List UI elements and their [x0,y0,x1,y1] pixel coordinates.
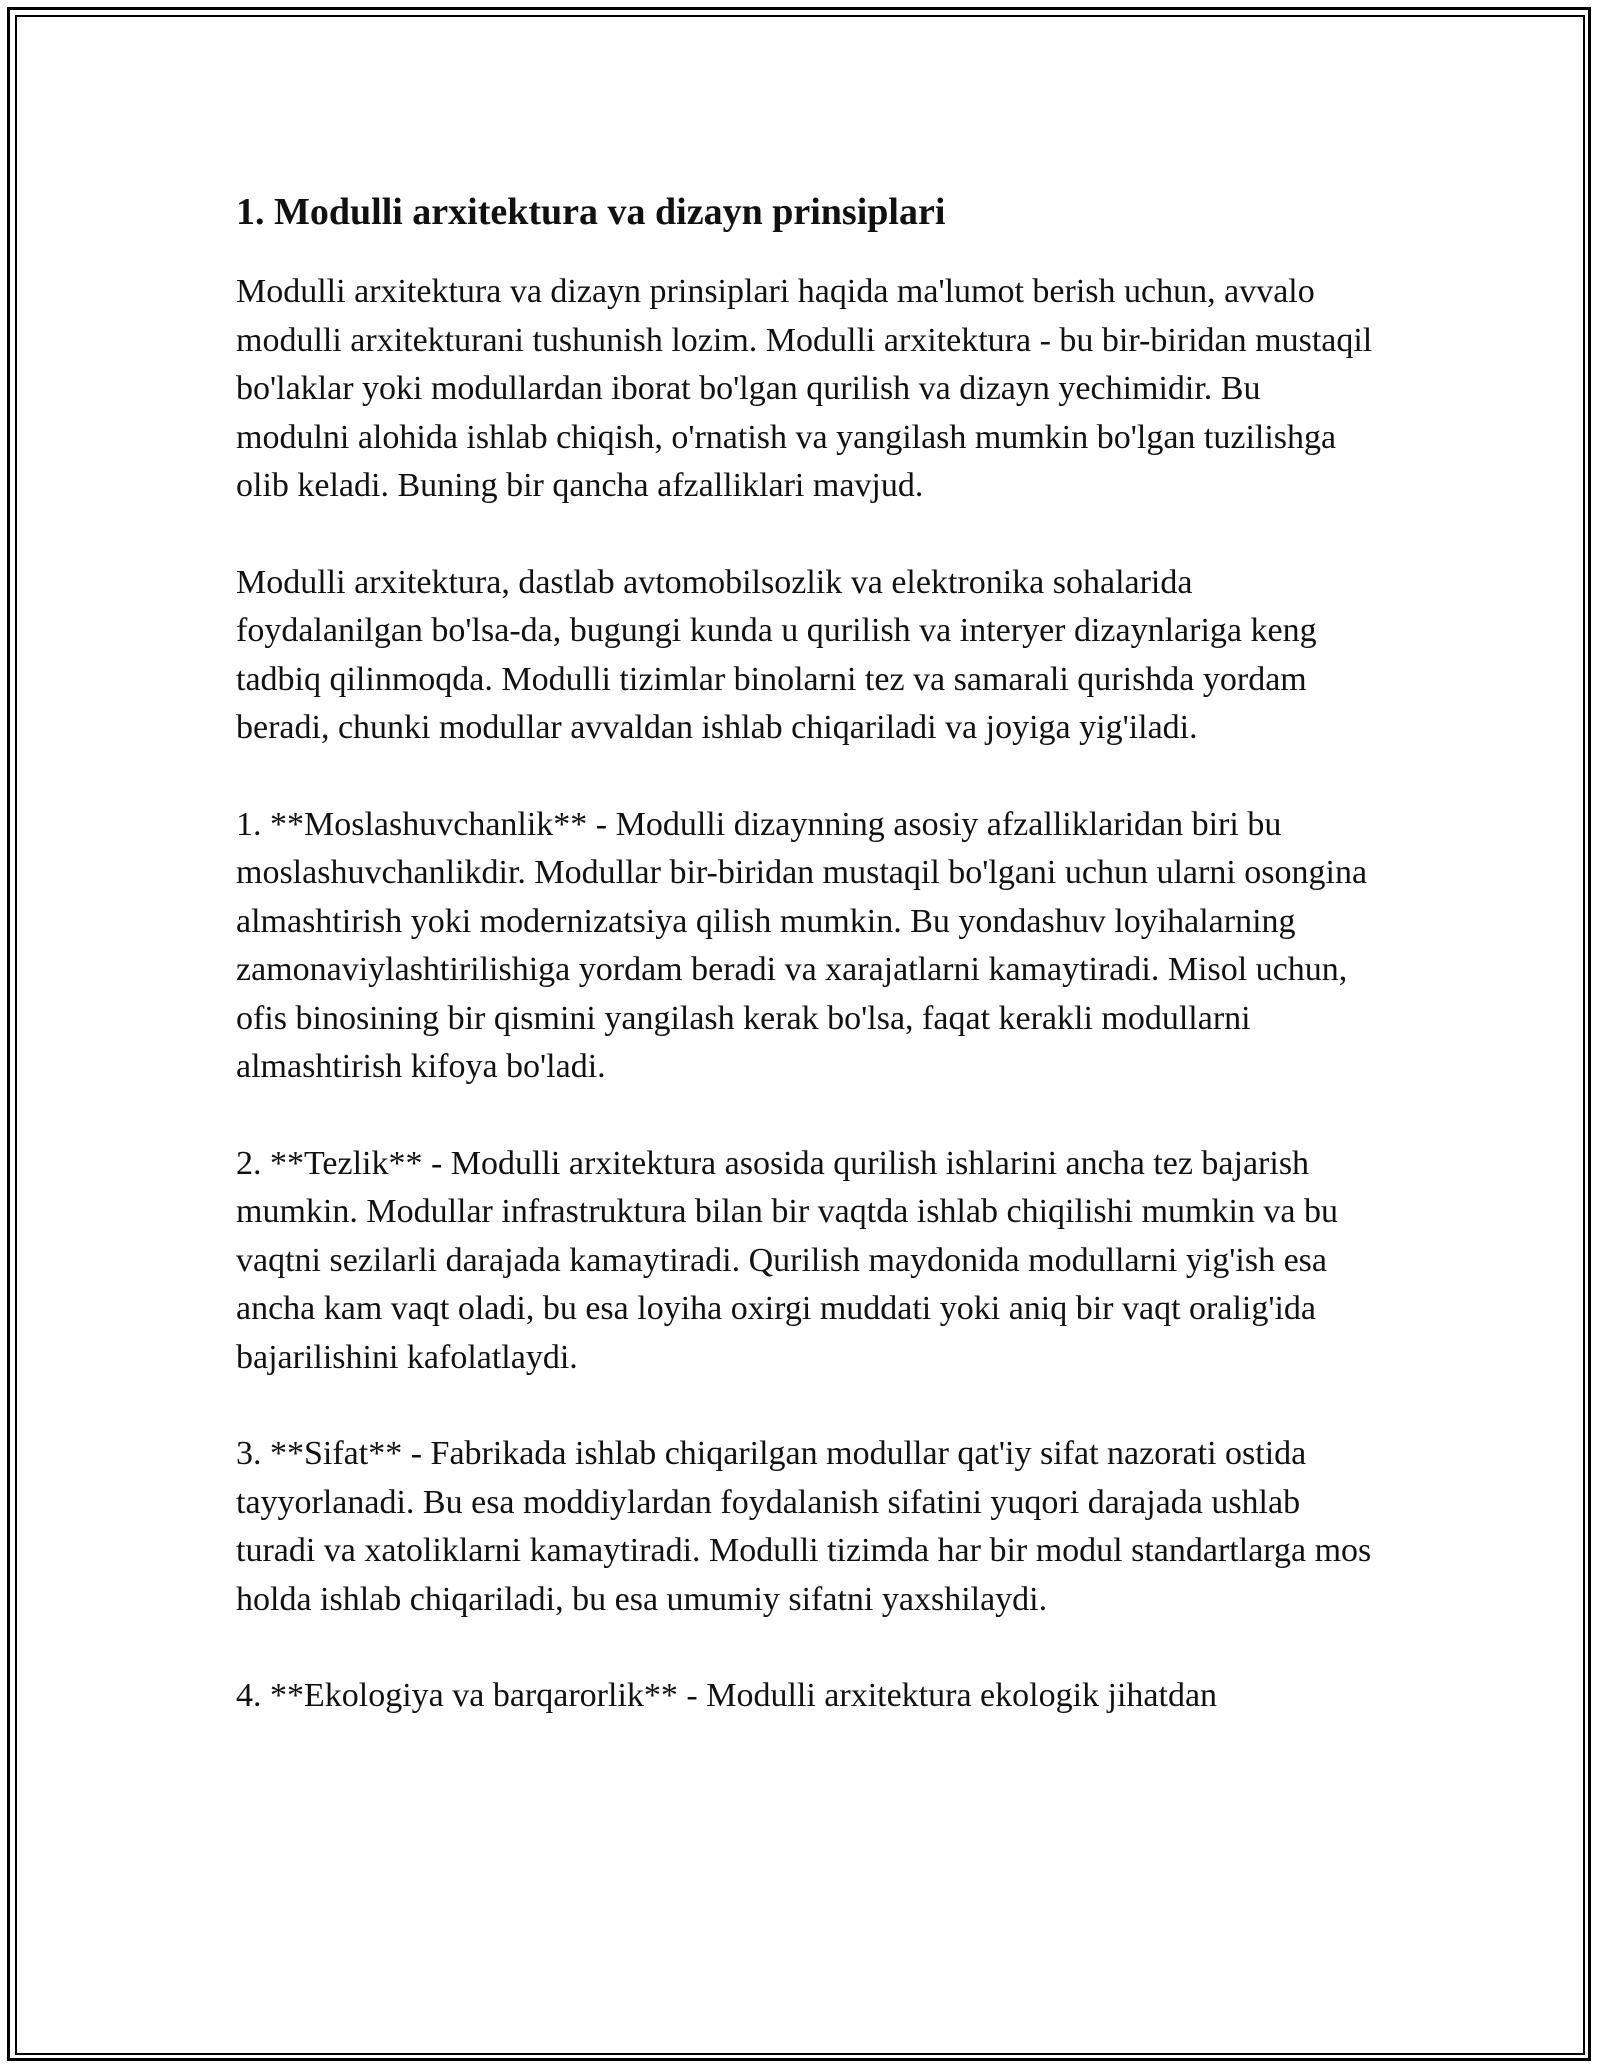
document-body [236,186,1376,1769]
paragraph-quality: 3. **Sifat** - Fabrikada ishlab chiqarilgan modullar qat'iy sifat nazorati ostida tayyorlanadi. Bu esa moddiylardan foydalanish sifatini yuqori darajada ushlab turadi va xatoliklarni kamaytiradi. Modulli tizimda har bir modul standartlarga mos holda ishlab chiqariladi, bu esa umumiy sifatni yaxshilaydi. [236,1435,1372,1618]
paragraph-flexibility: 1. **Moslashuvchanlik** - Modulli dizaynning asosiy afzalliklaridan biri bu moslashuvchanlikdir. Modullar bir-biridan mustaqil bo'lgani uchun ularni osongina almashtirish yoki modernizatsiya qilish mumkin. Bu yondashuv loyihalarning zamonaviylashtirilishiga yordam beradi va xarajatlarni kamaytiradi. Misol uchun, ofis binosining bir qismini yangilash kerak bo'lsa, faqat kerakli modullarni almashtirish kifoya bo'ladi. [236,805,1368,1085]
paragraph-ecology: 4. **Ekologiya va barqarorlik** - Modulli arxitektura ekologik jihatdan [236,1677,1218,1714]
paragraph-speed: 2. **Tezlik** - Modulli arxitektura asosida qurilish ishlarini ancha tez bajarish mumkin. Modullar infrastruktura bilan bir vaqtda ishlab chiqilishi mumkin va bu vaqtni sezilarli darajada kamaytiradi. Qurilish maydonida modullarni yig'ish esa ancha kam vaqt oladi, bu esa loyiha oxirgi muddati yoki aniq bir vaqt oralig'ida bajarilishini kafolatlaydi. [236,1144,1338,1376]
paragraph-history: Modulli arxitektura, dastlab avtomobilsozlik va elektronika sohalarida foydalanilgan bo'lsa-da, bugungi kunda u qurilish va interyer dizaynlariga keng tadbiq qilinmoqda. Modulli tizimlar binolarni tez va samarali qurishda yordam beradi, chunki modullar avvaldan ishlab chiqariladi va joyiga yig'iladi. [236,563,1317,746]
paragraph-intro: Modulli arxitektura va dizayn prinsiplari haqida ma'lumot berish uchun, avvalo modulli arxitekturani tushunish lozim. Modulli arxitektura - bu bir-biridan mustaqil bo'laklar yoki modullardan iborat bo'lgan qurilish va dizayn yechimidir. Bu modulni alohida ishlab chiqish, o'rnatish va yangilash mumkin bo'lgan tuzilishga olib keladi. Buning bir qancha afzalliklari mavjud. [236,273,1373,504]
section-heading: 1. Modulli arxitektura va dizayn prinsiplari [236,191,946,233]
